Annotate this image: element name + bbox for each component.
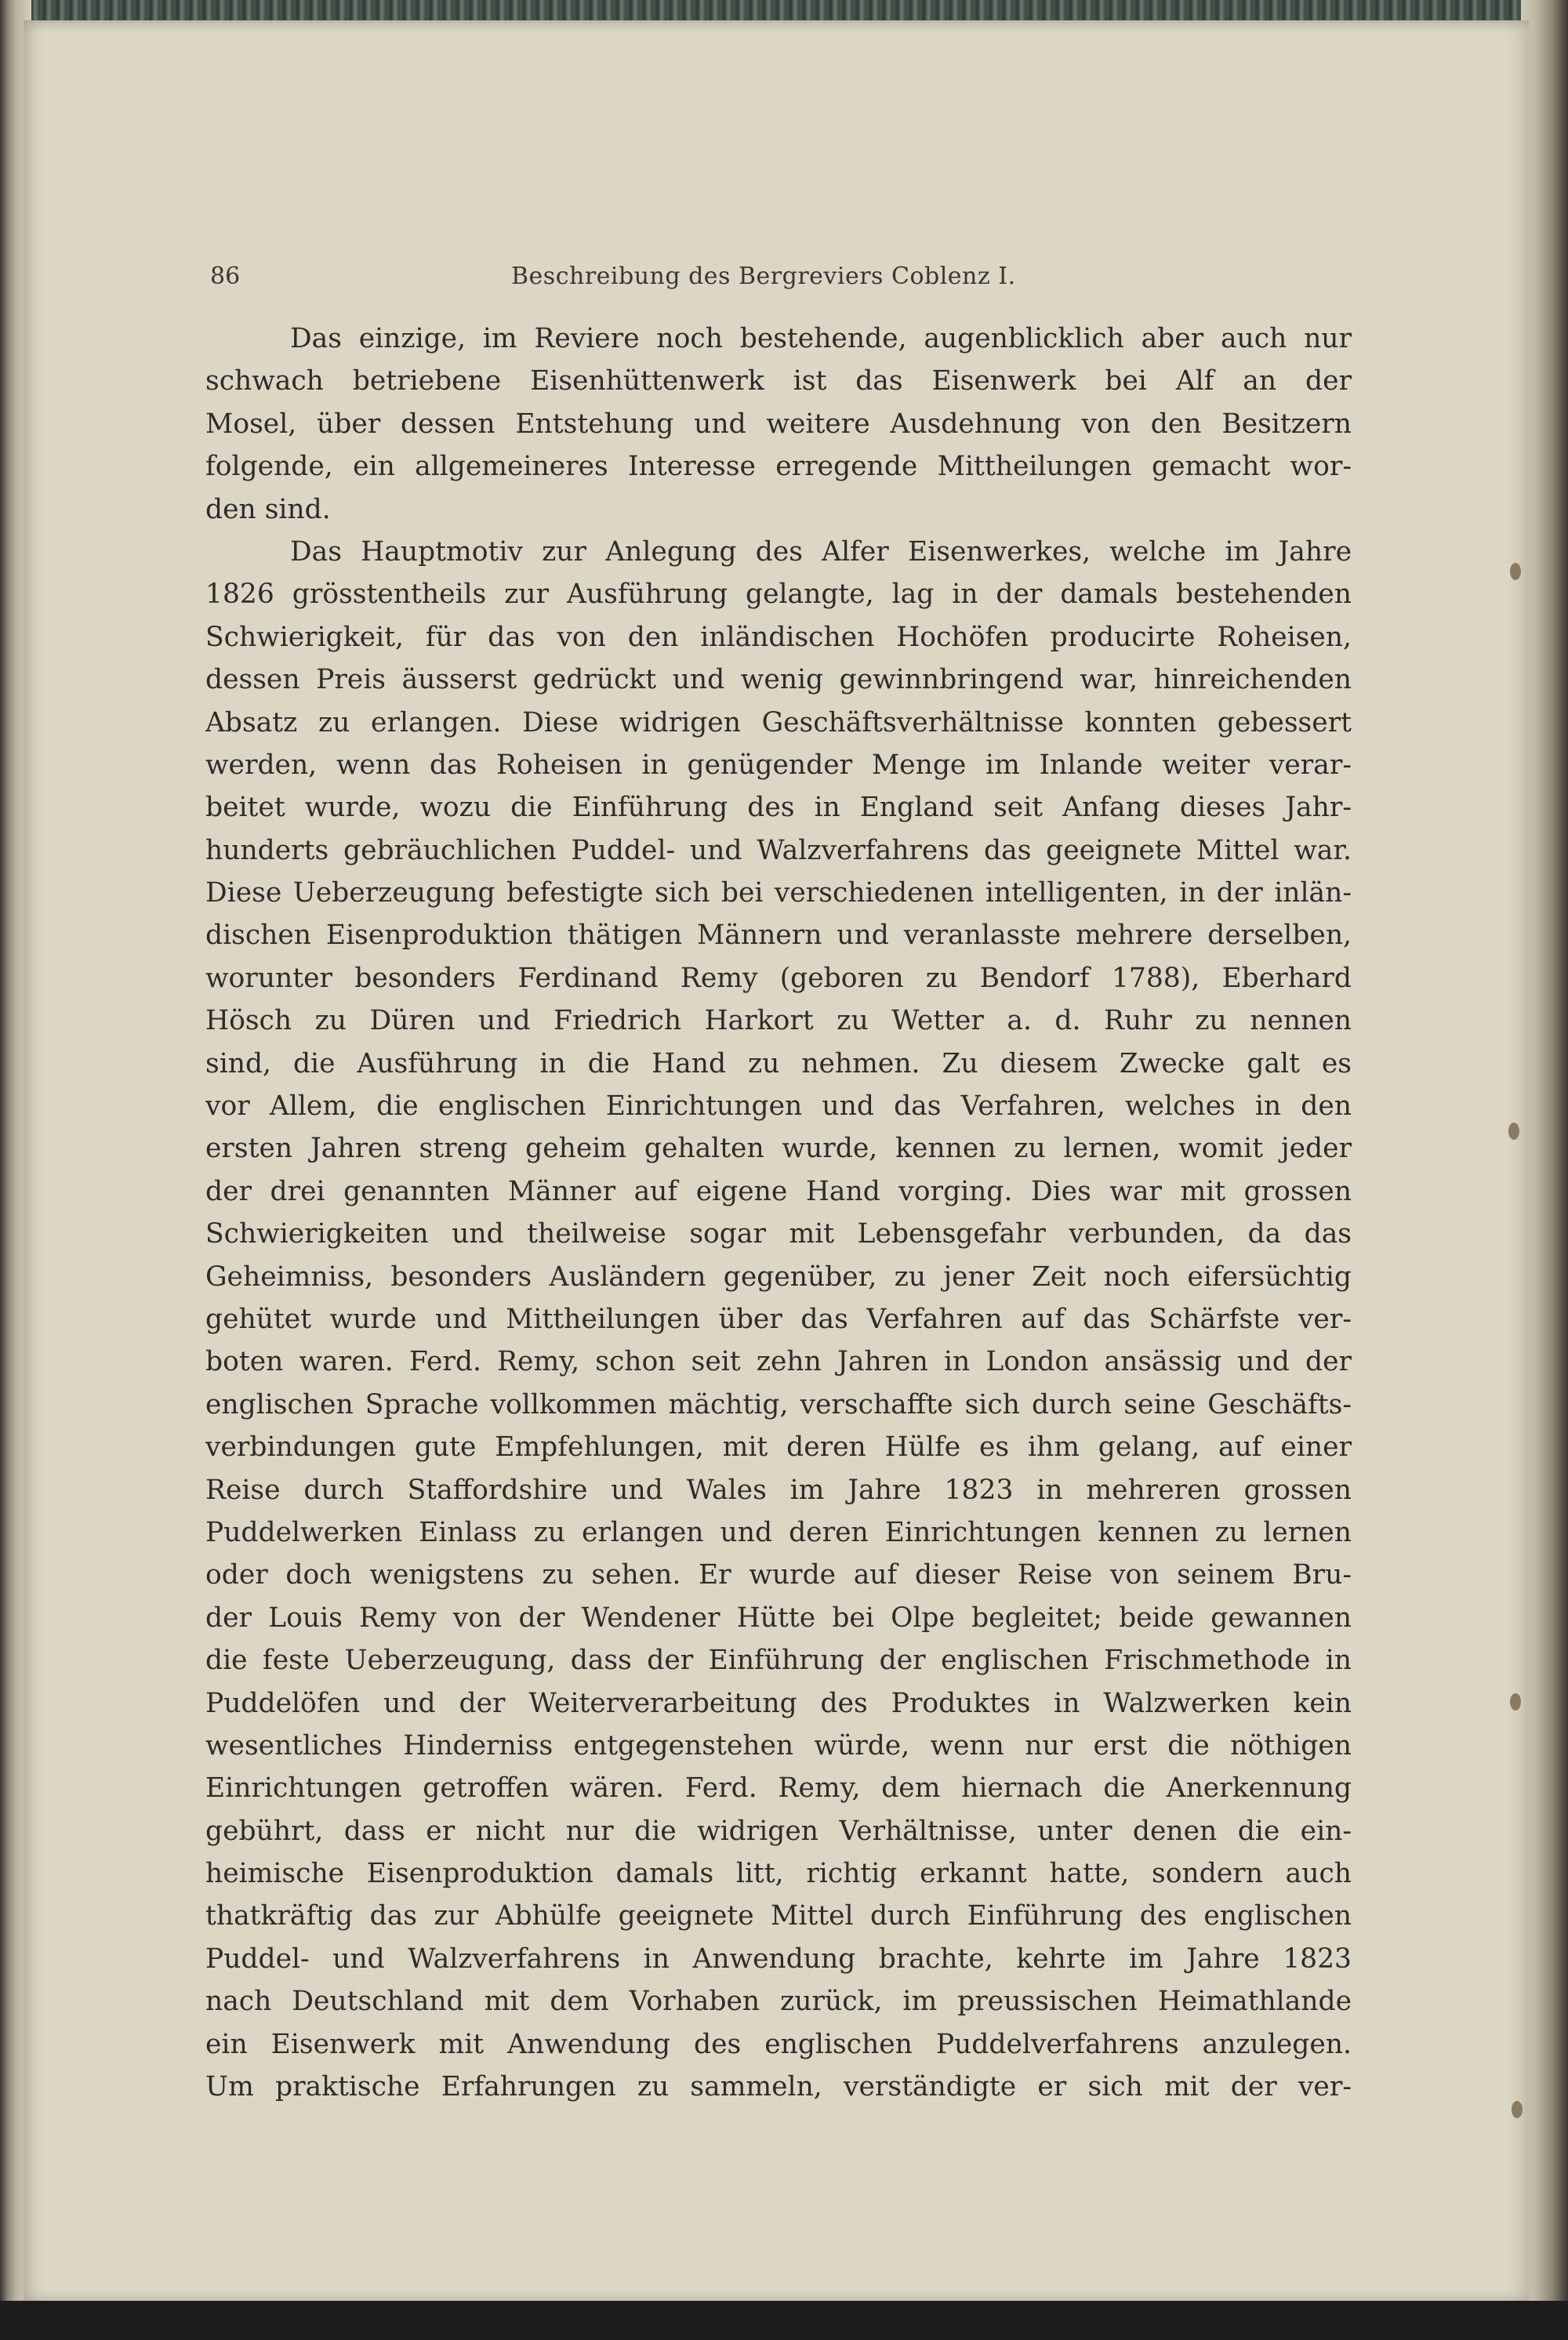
page-header	[210, 247, 1323, 294]
text-line: der Louis Remy von der Wendener Hütte bei Olpe begleitet; beide gewannen	[205, 1602, 1352, 1634]
text-line: beitet wurde, wozu die Einführung des in England seit Anfang dieses Jahr-	[205, 792, 1352, 824]
text-line: gebührt, dass er nicht nur die widrigen Verhältnisse, unter denen die ein-	[205, 1815, 1352, 1847]
text-line: Mosel, über dessen Entstehung und weitere Ausdehnung von den Besitzern	[205, 408, 1352, 440]
text-line: heimische Eisenproduktion damals litt, richtig erkannt hatte, sondern auch	[205, 1858, 1352, 1890]
body-text	[205, 317, 1352, 2108]
text-line: Hösch zu Düren und Friedrich Harkort zu Wetter a. d. Ruhr zu nennen	[205, 1005, 1352, 1037]
page-number: 86	[210, 263, 241, 290]
text-line: Schwierigkeit, für das von den inländischen Hochöfen producirte Roheisen,	[205, 621, 1352, 653]
text-line: Puddelwerken Einlass zu erlangen und deren Einrichtungen kennen zu lernen	[205, 1516, 1352, 1548]
text-line: Das Hauptmotiv zur Anlegung des Alfer Eisenwerkes, welche im Jahre	[290, 535, 1352, 568]
text-line: gehütet wurde und Mittheilungen über das Verfahren auf das Schärfste ver-	[205, 1303, 1352, 1335]
text-line: ersten Jahren streng geheim gehalten wurde, kennen zu lernen, womit jeder	[205, 1133, 1352, 1165]
text-line: ein Eisenwerk mit Anwendung des englischen Puddelverfahrens anzulegen.	[205, 2028, 1352, 2060]
page-stain-mark	[1508, 1123, 1519, 1140]
text-line: schwach betriebene Eisenhüttenwerk ist das Eisenwerk bei Alf an der	[205, 365, 1352, 397]
text-line: Das einzige, im Reviere noch bestehende, augenblicklich aber auch nur	[290, 323, 1352, 354]
page-stain-mark	[1512, 2101, 1523, 2118]
text-line: dischen Eisenproduktion thätigen Männern und veranlasste mehrere derselben,	[205, 920, 1352, 952]
page-stain-mark	[1510, 1693, 1521, 1711]
text-line: vor Allem, die englischen Einrichtungen und das Verfahren, welches in den	[205, 1090, 1352, 1123]
text-line: hunderts gebräuchlichen Puddel- und Walzverfahrens das geeignete Mittel war.	[205, 834, 1352, 866]
scan-bottom-background	[0, 2301, 1568, 2340]
text-line: boten waren. Ferd. Remy, schon seit zehn Jahren in London ansässig und der	[205, 1346, 1352, 1378]
text-line: wesentliches Hinderniss entgegenstehen würde, wenn nur erst die nöthigen	[205, 1729, 1352, 1761]
text-line: den sind.	[205, 493, 331, 525]
text-line: folgende, ein allgemeineres Interesse erregende Mittheilungen gemacht wor-	[205, 451, 1352, 483]
text-line: 1826 grösstentheils zur Ausführung gelangte, lag in der damals bestehenden	[205, 579, 1352, 611]
text-line: Puddelöfen und der Weiterverarbeitung des Produktes in Walzwerken kein	[205, 1687, 1352, 1719]
text-line: dessen Preis äusserst gedrückt und wenig gewinnbringend war, hinreichenden	[205, 664, 1352, 696]
text-line: sind, die Ausführung in die Hand zu nehmen. Zu diesem Zwecke galt es	[205, 1047, 1352, 1079]
text-line: werden, wenn das Roheisen in genügender Menge im Inlande weiter verar-	[205, 749, 1352, 781]
text-line: thatkräftig das zur Abhülfe geeignete Mittel durch Einführung des englischen	[205, 1900, 1352, 1932]
text-line: Absatz zu erlangen. Diese widrigen Geschäftsverhältnisse konnten gebessert	[205, 706, 1352, 738]
text-line: die feste Ueberzeugung, dass der Einführung der englischen Frischmethode in	[205, 1645, 1352, 1677]
page-stain-mark	[1510, 563, 1521, 580]
text-line: nach Deutschland mit dem Vorhaben zurück, im preussischen Heimathlande	[205, 1986, 1352, 2018]
running-head: Beschreibung des Bergreviers Coblenz I.	[511, 263, 1016, 290]
text-line: Schwierigkeiten und theilweise sogar mit Lebensgefahr verbunden, da das	[205, 1218, 1352, 1250]
text-line: Reise durch Staffordshire und Wales im Jahre 1823 in mehreren grossen	[205, 1474, 1352, 1506]
text-line: Diese Ueberzeugung befestigte sich bei verschiedenen intelligenten, in der inlän-	[205, 877, 1352, 909]
text-line: Puddel- und Walzverfahrens in Anwendung brachte, kehrte im Jahre 1823	[205, 1943, 1352, 1975]
text-line: Einrichtungen getroffen wären. Ferd. Remy, dem hiernach die Anerkennung	[205, 1772, 1352, 1805]
text-line: englischen Sprache vollkommen mächtig, verschaffte sich durch seine Geschäfts-	[205, 1388, 1352, 1420]
text-line: Um praktische Erfahrungen zu sammeln, verständigte er sich mit der ver-	[205, 2071, 1352, 2103]
text-line: worunter besonders Ferdinand Remy (geboren zu Bendorf 1788), Eberhard	[205, 962, 1352, 994]
text-line: der drei genannten Männer auf eigene Hand vorging. Dies war mit grossen	[205, 1175, 1352, 1207]
text-line: Geheimniss, besonders Ausländern gegenüber, zu jener Zeit noch eifersüchtig	[205, 1261, 1352, 1293]
text-line: verbindungen gute Empfehlungen, mit deren Hülfe es ihm gelang, auf einer	[205, 1431, 1352, 1464]
text-line: oder doch wenigstens zu sehen. Er wurde auf dieser Reise von seinem Bru-	[205, 1559, 1352, 1591]
